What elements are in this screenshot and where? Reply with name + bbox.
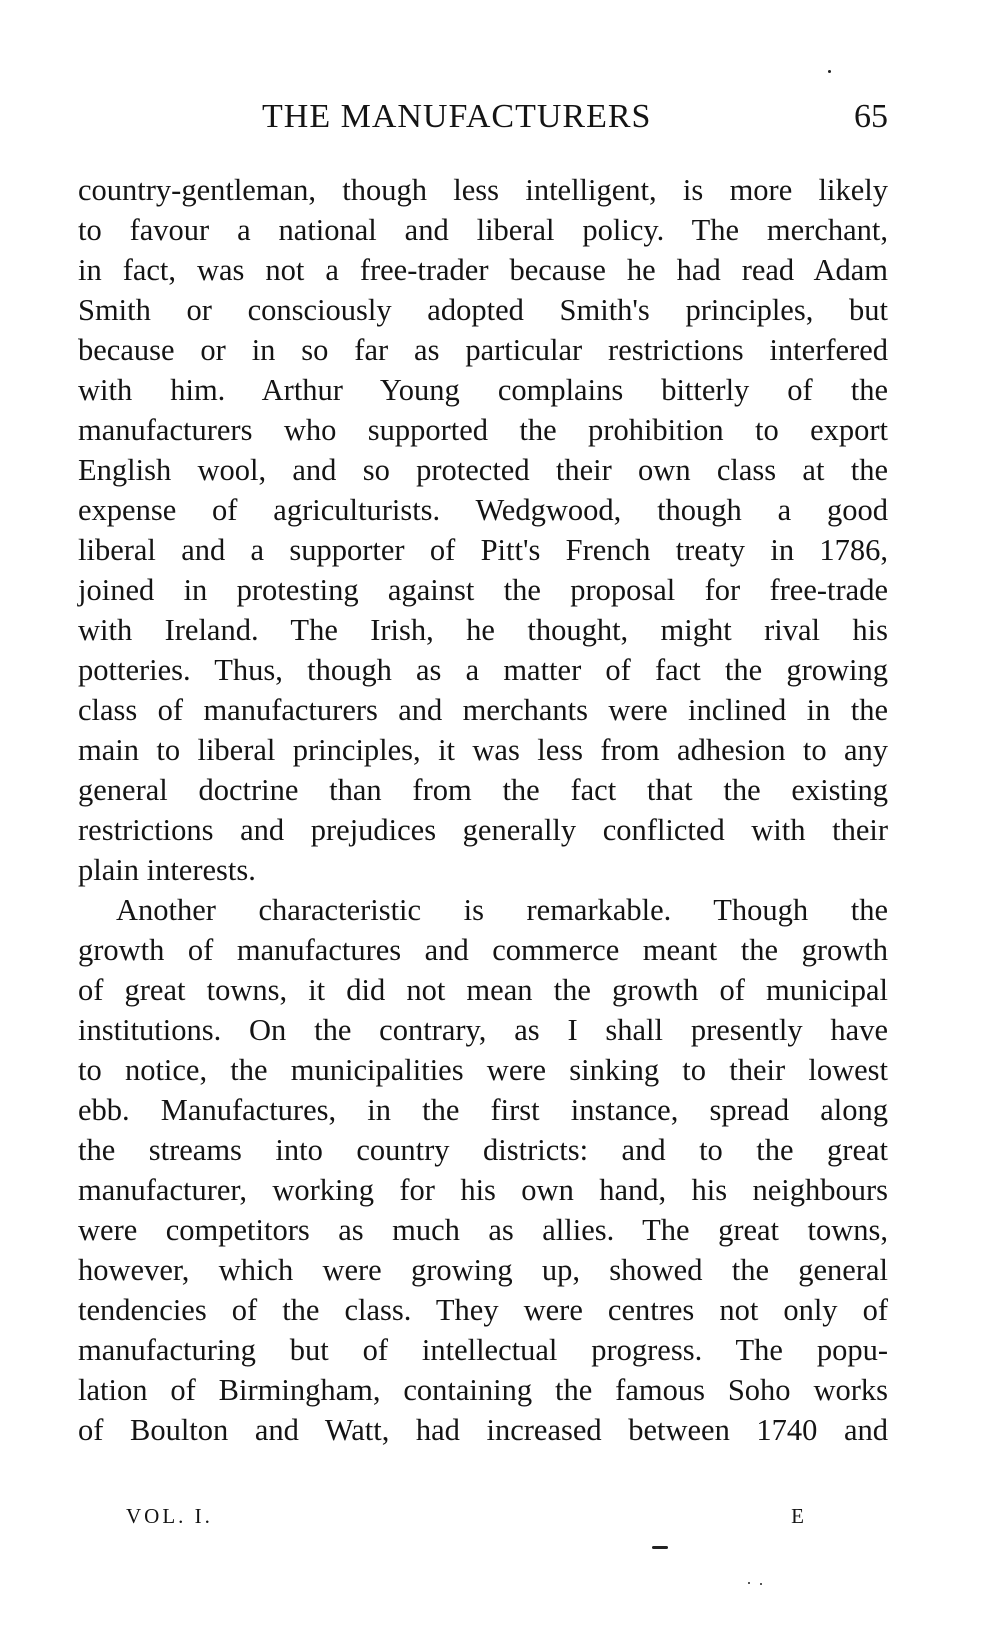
text-line: liberal and a supporter of Pitt's French treaty in 1786,	[78, 533, 888, 567]
text-line: growth of manufactures and commerce meant the growth	[78, 933, 888, 967]
text-line: class of manufacturers and merchants were inclined in the	[78, 693, 888, 727]
scan-speck	[828, 70, 831, 73]
text-line: the streams into country districts: and to the great	[78, 1133, 888, 1167]
text-line: institutions. On the contrary, as I shall presently have	[78, 1013, 888, 1047]
text-line: with him. Arthur Young complains bitterly of the	[78, 373, 888, 407]
text-line: were competitors as much as allies. The great towns,	[78, 1213, 888, 1247]
page-number: 65	[854, 98, 888, 135]
text-line: however, which were growing up, showed the general	[78, 1253, 888, 1287]
text-line: joined in protesting against the proposal for free-trade	[78, 573, 888, 607]
text-line: to notice, the municipalities were sinking to their lowest	[78, 1053, 888, 1087]
text-line: Another characteristic is remarkable. Though the	[116, 893, 888, 927]
text-line: manufacturers who supported the prohibition to export	[78, 413, 888, 447]
text-line: with Ireland. The Irish, he thought, might rival his	[78, 613, 888, 647]
text-line: in fact, was not a free-trader because he had read Adam	[78, 253, 888, 287]
text-line: restrictions and prejudices generally conflicted with their	[78, 813, 888, 847]
volume-signature: VOL. I.	[126, 1504, 213, 1528]
text-line: English wool, and so protected their own class at the	[78, 453, 888, 487]
text-line: potteries. Thus, though as a matter of fact the growing	[78, 653, 888, 687]
text-line: because or in so far as particular restrictions interfered	[78, 333, 888, 367]
text-line: plain interests.	[78, 853, 256, 887]
text-line: of great towns, it did not mean the growth of municipal	[78, 973, 888, 1007]
text-line: of Boulton and Watt, had increased between 1740 and	[78, 1413, 888, 1447]
text-line: Smith or consciously adopted Smith's principles, but	[78, 293, 888, 327]
text-line: ebb. Manufactures, in the first instance, spread along	[78, 1093, 888, 1127]
scan-speck	[760, 1583, 762, 1585]
text-line: tendencies of the class. They were centres not only of	[78, 1293, 888, 1327]
text-line: to favour a national and liberal policy. The merchant,	[78, 213, 888, 247]
text-line: manufacturing but of intellectual progress. The popu-	[78, 1333, 888, 1367]
body-text	[78, 170, 888, 1450]
text-line: manufacturer, working for his own hand, his neighbours	[78, 1173, 888, 1207]
scan-speck	[748, 1582, 750, 1584]
text-line: general doctrine than from the fact that the existing	[78, 773, 888, 807]
text-line: country-gentleman, though less intelligent, is more likely	[78, 173, 888, 207]
printer-signature	[126, 1504, 806, 1534]
scan-speck	[652, 1546, 668, 1549]
text-line: main to liberal principles, it was less from adhesion to any	[78, 733, 888, 767]
running-title: THE MANUFACTURERS	[262, 98, 652, 135]
text-line: expense of agriculturists. Wedgwood, though a good	[78, 493, 888, 527]
gathering-letter: E	[791, 1504, 806, 1528]
text-line: lation of Birmingham, containing the famous Soho works	[78, 1373, 888, 1407]
running-head	[78, 98, 888, 144]
